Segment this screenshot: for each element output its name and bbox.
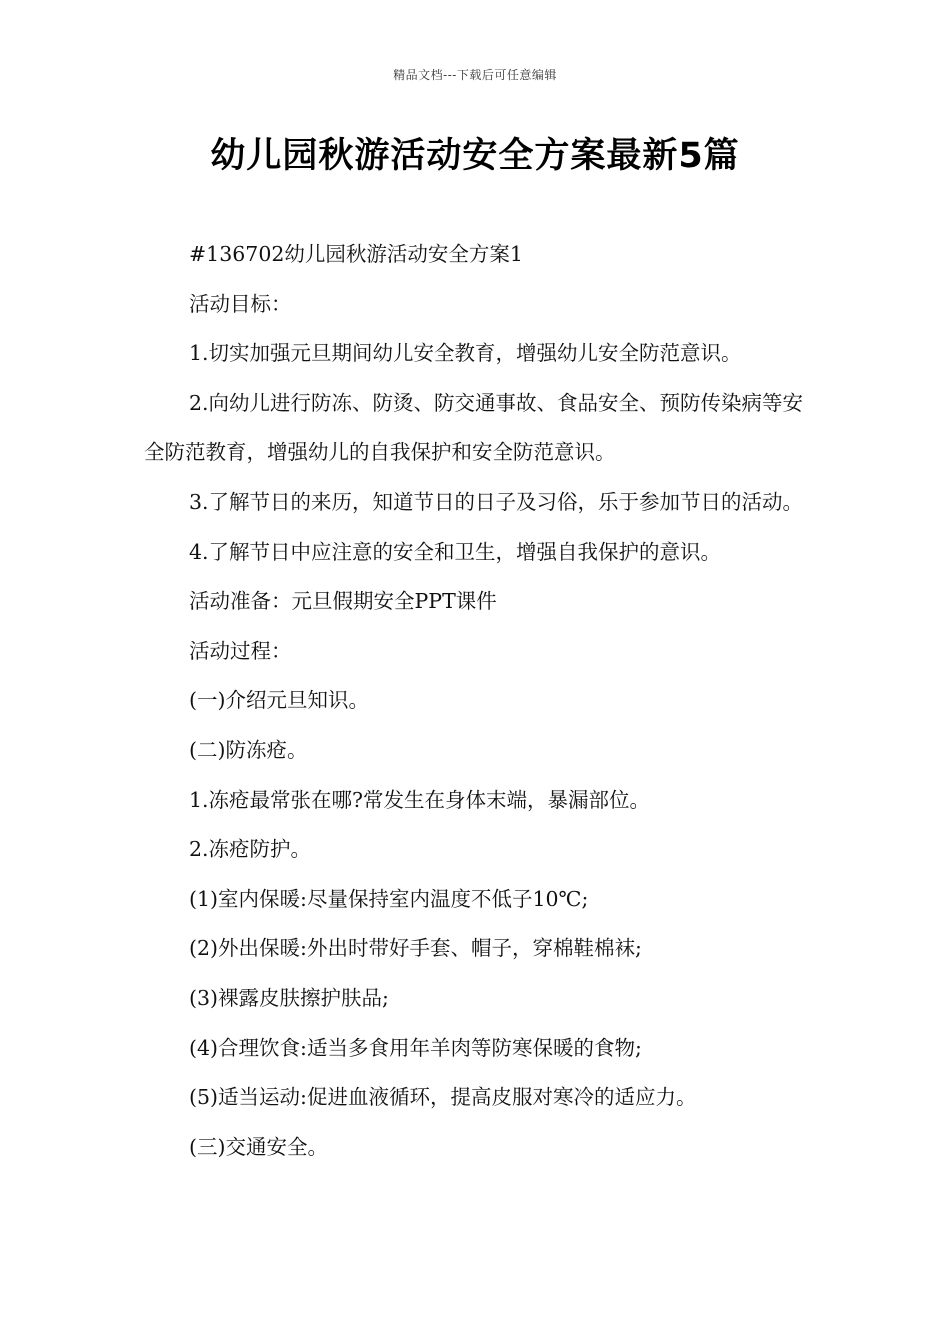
- paragraph-process-heading: 活动过程：: [189, 638, 292, 663]
- paragraph-subitem-5: (5)适当运动:促进血液循环，提高皮服对寒冷的适应力。: [189, 1085, 697, 1110]
- paragraph-section-2: (二)防冻疮。: [189, 737, 308, 762]
- paragraph-goal-4: 4.了解节日中应注意的安全和卫生，增强自我保护的意识。: [189, 539, 722, 564]
- paragraph-subitem-3: (3)裸露皮肤擦护肤品;: [189, 985, 389, 1010]
- paragraph-subitem-2: (2)外出保暖:外出时带好手套、帽子，穿棉鞋棉袜;: [189, 936, 642, 961]
- paragraph-subitem-1: (1)室内保暖:尽量保持室内温度不低子10℃;: [189, 886, 589, 911]
- paragraph-section-1: (一)介绍元旦知识。: [189, 688, 369, 713]
- paragraph-doc-id: #136702幼儿园秋游活动安全方案1: [189, 242, 523, 266]
- paragraph-goals-heading: 活动目标：: [189, 291, 292, 316]
- document-title: 幼儿园秋游活动安全方案最新5篇: [210, 136, 740, 176]
- paragraph-goal-1: 1.切实加强元旦期间幼儿安全教育，增强幼儿安全防范意识。: [189, 341, 742, 366]
- document-body: [144, 230, 814, 1172]
- paragraph-goal-2: 2.向幼儿进行防冻、防烫、防交通事故、食品安全、预防传染病等安全防范教育，增强幼儿的自我保护和安全防范意识。: [144, 390, 804, 465]
- paragraph-subitem-4: (4)合理饮食:适当多食用年羊肉等防寒保暖的食物;: [189, 1035, 642, 1060]
- paragraph-preparation: 活动准备：元旦假期安全PPT课件: [189, 589, 497, 614]
- paragraph-section-3: (三)交通安全。: [189, 1134, 328, 1159]
- paragraph-item-1: 1.冻疮最常张在哪?常发生在身体末端，暴漏部位。: [189, 787, 651, 812]
- paragraph-item-2: 2.冻疮防护。: [189, 837, 312, 862]
- paragraph-goal-3: 3.了解节日的来历，知道节日的日子及习俗，乐于参加节日的活动。: [189, 489, 804, 514]
- page-header: 精品文档---下载后可任意编辑: [393, 68, 557, 82]
